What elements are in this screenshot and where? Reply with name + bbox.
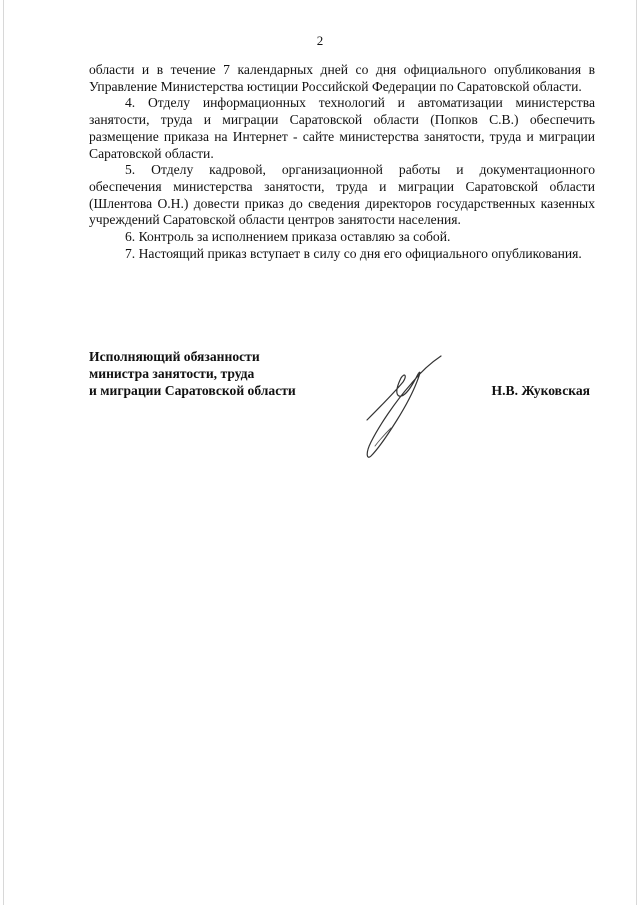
signatory-position (89, 349, 296, 399)
signatory-position-line: и миграции Саратовской области (89, 382, 296, 398)
page-number: 2 (316, 33, 324, 48)
handwritten-signature (345, 342, 455, 462)
paragraph-continuation: области и в течение 7 календарных дней со дня официального опубликования в Управление Министерства юстиции Российской Федерации по Саратовской области. (89, 62, 595, 94)
signatory-name: Н.В. Жуковская (491, 383, 590, 398)
paragraph-item-7: 7. Настоящий приказ вступает в силу со дня его официального опубликования. (125, 245, 582, 261)
signatory-position-line: Исполняющий обязанности (89, 349, 260, 364)
scan-edge-right (636, 0, 637, 905)
order-body (89, 62, 595, 262)
paragraph-item-5: 5. Отделу кадровой, организационной работы и документационного обеспечения министерства занятости, труда и миграции Саратовской области (Шлентова О.Н.) довести приказ до сведения директоров государственных казенных учреждений Саратовской области центров занятости населения. (89, 162, 595, 228)
paragraph-item-4: 4. Отделу информационных технологий и автоматизации министерства занятости, труда и миграции Саратовской области (Попков С.В.) обеспечить размещение приказа на Интернет - сайте министерства занятости, труда и миграции Саратовской области. (89, 95, 595, 161)
paragraph-item-6: 6. Контроль за исполнением приказа оставляю за собой. (125, 229, 451, 245)
scan-edge-left (3, 0, 4, 905)
signatory-position-line: министра занятости, труда (89, 365, 255, 381)
